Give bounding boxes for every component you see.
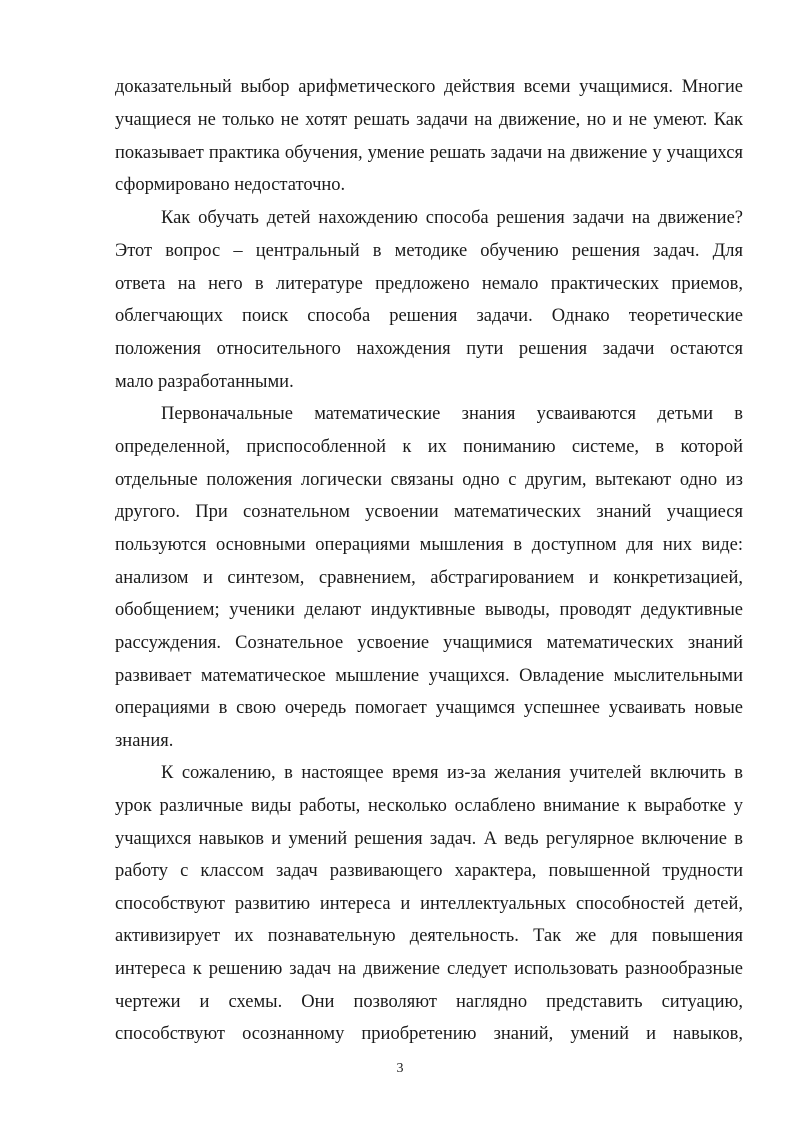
- text-line: знания.: [115, 731, 174, 751]
- page-number: 3: [396, 1061, 404, 1076]
- text-line: анализом и синтезом, сравнением, абстрагированием и конкретизацией,: [115, 568, 743, 588]
- text-line: рассуждения. Сознательное усвоение учащимися математических знаний: [115, 633, 743, 653]
- text-line: учащиеся не только не хотят решать задачи на движение, но и не умеют. Как: [115, 110, 743, 130]
- text-line: показывает практика обучения, умение решать задачи на движение у учащихся: [115, 143, 743, 163]
- text-line: интереса к решению задач на движение следует использовать разнообразные: [115, 959, 743, 979]
- paragraph-first-line: Как обучать детей нахождению способа решения задачи на движение?: [161, 208, 743, 228]
- text-line: положения относительного нахождения пути решения задачи остаются: [115, 339, 743, 359]
- text-line: другого. При сознательном усвоении математических знаний учащиеся: [115, 502, 743, 522]
- text-line: сформировано недостаточно.: [115, 175, 346, 195]
- paragraph-first-line: Первоначальные математические знания усваиваются детьми в: [161, 404, 743, 424]
- text-line: урок различные виды работы, несколько ослаблено внимание к выработке у: [115, 796, 743, 816]
- text-line: активизирует их познавательную деятельность. Так же для повышения: [115, 926, 743, 946]
- text-line: ответа на него в литературе предложено немало практических приемов,: [115, 274, 743, 294]
- text-line: отдельные положения логически связаны одно с другим, вытекают одно из: [115, 470, 743, 490]
- text-line: чертежи и схемы. Они позволяют наглядно представить ситуацию,: [115, 992, 743, 1012]
- text-line: работу с классом задач развивающего характера, повышенной трудности: [115, 861, 743, 881]
- text-line: учащихся навыков и умений решения задач. А ведь регулярное включение в: [115, 829, 743, 849]
- text-line: облегчающих поиск способа решения задачи. Однако теоретические: [115, 306, 743, 326]
- text-line: Этот вопрос – центральный в методике обучению решения задач. Для: [115, 241, 743, 261]
- text-line: определенной, приспособленной к их пониманию системе, в которой: [115, 437, 743, 457]
- text-line: способствуют развитию интереса и интеллектуальных способностей детей,: [115, 894, 743, 914]
- text-line: развивает математическое мышление учащихся. Овладение мыслительными: [115, 666, 743, 686]
- text-line: способствуют осознанному приобретению знаний, умений и навыков,: [115, 1024, 743, 1044]
- text-line: пользуются основными операциями мышления в доступном для них виде:: [115, 535, 743, 555]
- paragraph-first-line: К сожалению, в настоящее время из-за желания учителей включить в: [161, 763, 743, 783]
- text-line: доказательный выбор арифметического действия всеми учащимися. Многие: [115, 77, 743, 97]
- text-line: обобщением; ученики делают индуктивные выводы, проводят дедуктивные: [115, 600, 743, 620]
- text-line: мало разработанными.: [115, 372, 294, 392]
- text-line: операциями в свою очередь помогает учащимся успешнее усваивать новые: [115, 698, 743, 718]
